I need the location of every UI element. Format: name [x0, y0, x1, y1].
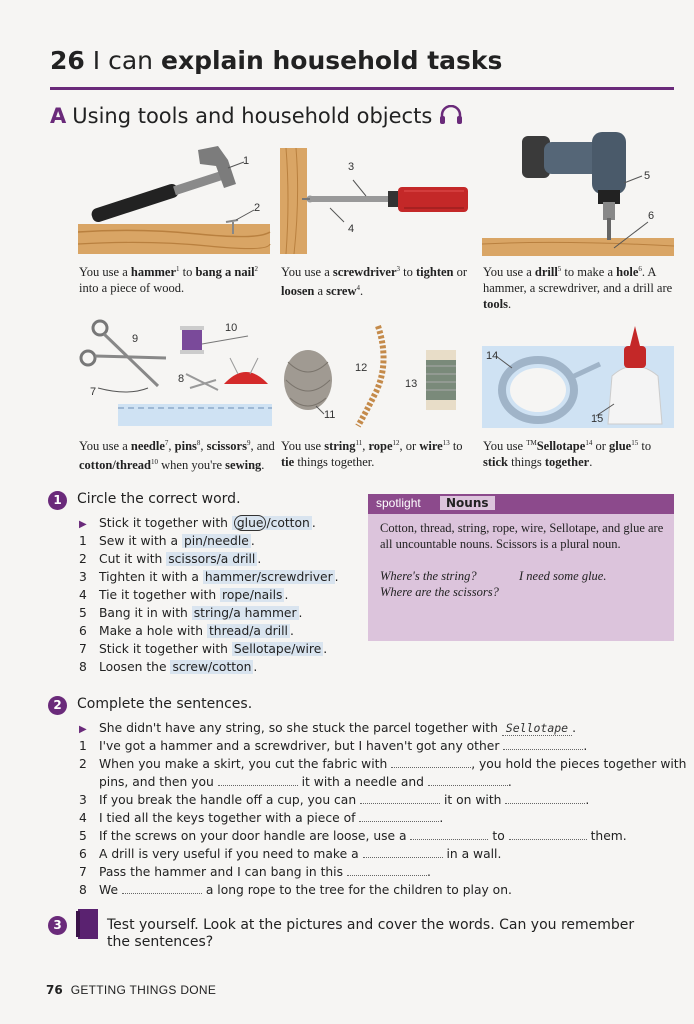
circled-answer: glue [234, 515, 267, 531]
exercise-1-item: 1 Sew it with a pin/needle . [79, 534, 255, 548]
answer-blank[interactable] [505, 793, 585, 804]
word-choice[interactable]: hammer/screwdriver [204, 570, 333, 584]
number-label-10: 10 [225, 322, 238, 334]
exercise-1-example: ▶ Stick it together with glue /cotton . [79, 516, 316, 530]
screwdriver-picture [280, 148, 474, 256]
exercise-1-item: 4 Tie it together with rope/nails . [79, 588, 289, 602]
unit-number: 26 [50, 46, 85, 75]
number-label-14: 14 [486, 350, 499, 362]
caption-hammer: You use a hammer$^1$ to bang a nail$^2$ into a piece of wood. [79, 265, 259, 296]
string-rope-wire-picture [280, 322, 474, 430]
unit-title-bold: explain household tasks [160, 46, 503, 75]
page-number: 76 [46, 983, 63, 997]
exercise-1-item: 7 Stick it together with Sellotape/wire . [79, 642, 328, 656]
answer-blank[interactable] [122, 883, 202, 894]
word-choice[interactable]: screw/cotton [172, 660, 252, 674]
spotlight-body: Cotton, thread, string, rope, wire, Sellotape, and glue are all uncountable nouns. Scissors is a plural noun. [380, 521, 664, 551]
number-label-5: 5 [644, 170, 651, 182]
exercise-1-item: 3 Tighten it with a hammer/screwdriver . [79, 570, 339, 584]
exercise-2-item: 1 I've got a hammer and a screwdriver, but I haven't got any other . [79, 739, 588, 753]
spotlight-example-2: Where are the scissors? [380, 585, 499, 599]
answer-blank[interactable] [347, 865, 427, 876]
word-choice[interactable]: scissors/a drill [168, 552, 256, 566]
word-choice[interactable]: Sellotape/wire [233, 642, 322, 656]
drill-picture [482, 128, 676, 258]
exercise-2-item: 4 I tied all the keys together with a piece of . [79, 811, 444, 825]
page-footer [46, 983, 216, 997]
number-label-2: 2 [254, 202, 261, 214]
exercise-2-item: 6 A drill is very useful if you need to make a in a wall. [79, 847, 502, 861]
word-choice[interactable]: thread/a drill [208, 624, 288, 638]
number-label-4: 4 [348, 223, 355, 235]
caption-string: You use string$^{11}$, rope$^{12}$, or wire$^{13}$ to tie things together. [281, 439, 463, 470]
word-choice[interactable]: pin/needle [183, 534, 249, 548]
title-rule [50, 87, 674, 90]
number-label-1: 1 [243, 155, 250, 167]
caption-sewing: You use a needle$^7$, pins$^8$, scissors$^9$, and cotton/thread$^{10}$ when you're sewing. [79, 439, 275, 473]
number-label-9: 9 [132, 333, 139, 345]
answer-blank[interactable] [363, 847, 443, 858]
unit-title [50, 46, 502, 75]
section-title: Using tools and household objects [72, 104, 433, 128]
exercise-2-item: 2 When you make a skirt, you cut the fabric with , you hold the pieces together with [79, 757, 687, 771]
spotlight-box [368, 494, 674, 641]
exercise-3-number: 3 [48, 916, 67, 935]
exercise-2-example: ▶ She didn't have any string, so she stuck the parcel together with Sellotape . [79, 721, 577, 735]
number-label-3: 3 [348, 161, 355, 173]
exercise-3-line-1: Test yourself. Look at the pictures and cover the words. Can you remember [107, 917, 635, 933]
spotlight-example-1a: Where's the string? [380, 569, 477, 583]
number-label-11: 11 [324, 409, 336, 421]
caption-drill: You use a drill$^5$ to make a hole$^6$. A hammer, a screwdriver, and a drill are tools. [483, 265, 673, 312]
number-label-8: 8 [178, 373, 185, 385]
sewing-picture [78, 318, 274, 428]
answer-blank[interactable] [509, 829, 587, 840]
exercise-1-item: 8 Loosen the screw/cotton . [79, 660, 258, 674]
caption-sellotape: You use ™Sellotape$^{14}$ or glue$^{15}$ to stick things together. [483, 439, 652, 470]
exercise-2-item: 8 We a long rope to the tree for the children to play on. [79, 883, 512, 897]
answer-blank[interactable] [503, 739, 583, 750]
unit-title-plain: I can [92, 46, 161, 75]
exercise-1-item: 5 Bang it in with string/a hammer . [79, 606, 303, 620]
answer-blank[interactable] [428, 775, 508, 786]
number-label-12: 12 [355, 362, 368, 374]
exercise-2-item: 7 Pass the hammer and I can bang in this . [79, 865, 431, 879]
section-a-title [50, 104, 463, 130]
spotlight-example-1b: I need some glue. [519, 569, 607, 583]
footer-section: GETTING THINGS DONE [70, 983, 217, 997]
exercise-2-instruction: Complete the sentences. [77, 696, 253, 712]
notebook-icon [74, 907, 100, 941]
number-label-13: 13 [405, 378, 418, 390]
answer-blank[interactable] [359, 811, 439, 822]
sellotape-glue-picture [482, 320, 676, 430]
section-letter: A [50, 104, 67, 128]
spotlight-tag: spotlight [376, 496, 421, 510]
exercise-2-item: 3 If you break the handle off a cup, you can it on with . [79, 793, 590, 807]
answer-blank[interactable] [410, 829, 488, 840]
caption-screwdriver: You use a screwdriver$^3$ to tighten or loosen a screw$^4$. [281, 265, 468, 299]
answer-blank[interactable] [218, 775, 298, 786]
exercise-1-number: 1 [48, 491, 67, 510]
exercise-2-item: 5 If the screws on your door handle are loose, use a to them. [79, 829, 627, 843]
example-answer: Sellotape [502, 721, 572, 736]
exercise-1-instruction: Circle the correct word. [77, 491, 241, 507]
exercise-1-item: 6 Make a hole with thread/a drill . [79, 624, 294, 638]
exercise-2-item-cont: pins, and then you it with a needle and . [99, 775, 512, 789]
spotlight-title: Nouns [440, 496, 495, 510]
exercise-1-item: 2 Cut it with scissors/a drill . [79, 552, 262, 566]
number-label-7: 7 [90, 386, 97, 398]
number-label-15: 15 [591, 413, 604, 425]
word-choice[interactable]: rope/nails [222, 588, 283, 602]
answer-blank[interactable] [360, 793, 440, 804]
answer-blank[interactable] [391, 757, 471, 768]
headphones-icon[interactable] [439, 105, 463, 130]
exercise-3-line-2: the sentences? [107, 934, 214, 950]
number-label-6: 6 [648, 210, 655, 222]
exercise-2-number: 2 [48, 696, 67, 715]
word-choice[interactable]: string/a hammer [193, 606, 297, 620]
